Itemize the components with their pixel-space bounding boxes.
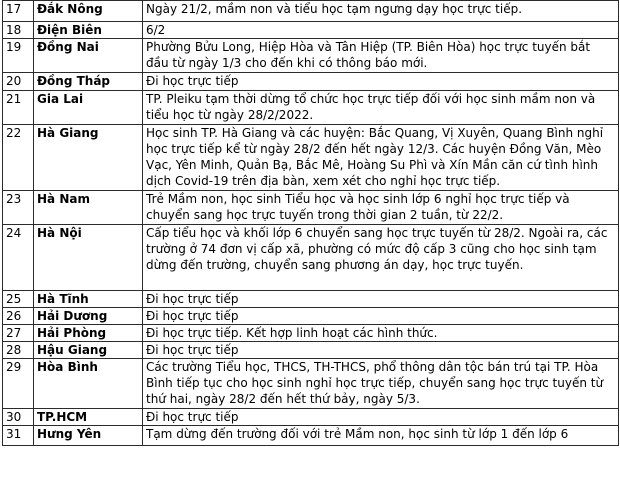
province-name: Đồng Nai bbox=[34, 39, 143, 73]
province-name: Đồng Tháp bbox=[34, 73, 143, 91]
row-number: 18 bbox=[3, 22, 34, 39]
table-row bbox=[3, 125, 619, 191]
schooling-status: Đi học trực tiếp bbox=[143, 291, 619, 308]
schooling-status: 6/2 bbox=[143, 22, 619, 39]
row-number: 29 bbox=[3, 359, 34, 409]
row-number: 20 bbox=[3, 73, 34, 91]
row-number: 19 bbox=[3, 39, 34, 73]
province-name: Hà Nội bbox=[34, 225, 143, 291]
schooling-status: Đi học trực tiếp bbox=[143, 409, 619, 426]
province-name: Đắk Nông bbox=[34, 1, 143, 22]
row-number: 17 bbox=[3, 1, 34, 22]
table-row bbox=[3, 409, 619, 426]
province-name: Hải Dương bbox=[34, 308, 143, 325]
table-row bbox=[3, 73, 619, 91]
schooling-status: Phường Bửu Long, Hiệp Hòa và Tân Hiệp (TP. Biên Hòa) học trực tuyến bắt đầu từ ngày 1/3 cho đến khi có thông báo mới. bbox=[143, 39, 619, 73]
province-name: Hà Giang bbox=[34, 125, 143, 191]
schooling-status: Đi học trực tiếp bbox=[143, 73, 619, 91]
province-name: Hà Tĩnh bbox=[34, 291, 143, 308]
schooling-status: Đi học trực tiếp bbox=[143, 342, 619, 359]
table-row bbox=[3, 225, 619, 291]
table-row bbox=[3, 191, 619, 225]
table-row bbox=[3, 22, 619, 39]
province-name: Hưng Yên bbox=[34, 426, 143, 446]
schooling-status: Trẻ Mầm non, học sinh Tiểu học và học sinh lớp 6 nghỉ học trực tiếp và chuyển sang học trực tuyến trong thời gian 2 tuần, từ 22/2. bbox=[143, 191, 619, 225]
table-row bbox=[3, 359, 619, 409]
row-number: 25 bbox=[3, 291, 34, 308]
row-number: 24 bbox=[3, 225, 34, 291]
table-row bbox=[3, 39, 619, 73]
table-row bbox=[3, 325, 619, 342]
table-row bbox=[3, 291, 619, 308]
province-name: Hải Phòng bbox=[34, 325, 143, 342]
schooling-status: Đi học trực tiếp. Kết hợp linh hoạt các hình thức. bbox=[143, 325, 619, 342]
schooling-status: TP. Pleiku tạm thời dừng tổ chức học trực tiếp đối với học sinh mầm non và tiểu học từ ngày 28/2/2022. bbox=[143, 91, 619, 125]
row-number: 22 bbox=[3, 125, 34, 191]
table-row bbox=[3, 308, 619, 325]
row-number: 21 bbox=[3, 91, 34, 125]
province-name: Hậu Giang bbox=[34, 342, 143, 359]
schooling-status: Các trường Tiểu học, THCS, TH-THCS, phổ thông dân tộc bán trú tại TP. Hòa Bình tiếp tục cho học sinh nghỉ học trực tiếp, chuyển sang học trực tuyến từ thứ hai, ngày 28/2 đến hết thứ bảy, ngày 5/3. bbox=[143, 359, 619, 409]
table-row bbox=[3, 426, 619, 446]
table-row bbox=[3, 342, 619, 359]
table-row bbox=[3, 1, 619, 22]
schooling-status: Tạm dừng đến trường đối với trẻ Mầm non, học sinh từ lớp 1 đến lớp 6 bbox=[143, 426, 619, 446]
schooling-status: Cấp tiểu học và khối lớp 6 chuyển sang học trực tuyến từ 28/2. Ngoài ra, các trường ở 74 đơn vị cấp xã, phường có mức độ cấp 3 cũng cho học sinh tạm dừng đến trường, chuyển sang phương án dạy, học trực tuyến. bbox=[143, 225, 619, 291]
row-number: 30 bbox=[3, 409, 34, 426]
province-name: Gia Lai bbox=[34, 91, 143, 125]
province-name: Điện Biên bbox=[34, 22, 143, 39]
row-number: 31 bbox=[3, 426, 34, 446]
province-name: TP.HCM bbox=[34, 409, 143, 426]
row-number: 27 bbox=[3, 325, 34, 342]
row-number: 26 bbox=[3, 308, 34, 325]
row-number: 28 bbox=[3, 342, 34, 359]
province-schooling-table bbox=[2, 0, 619, 446]
table-row bbox=[3, 91, 619, 125]
province-name: Hòa Bình bbox=[34, 359, 143, 409]
schooling-status: Đi học trực tiếp bbox=[143, 308, 619, 325]
province-name: Hà Nam bbox=[34, 191, 143, 225]
schooling-status: Ngày 21/2, mầm non và tiểu học tạm ngưng dạy học trực tiếp. bbox=[143, 1, 619, 22]
row-number: 23 bbox=[3, 191, 34, 225]
schooling-status: Học sinh TP. Hà Giang và các huyện: Bắc Quang, Vị Xuyên, Quang Bình nghỉ học trực tiếp kể từ ngày 28/2 đến hết ngày 12/3. Các huyện Đồng Văn, Mèo Vạc, Yên Minh, Quản Bạ, Bắc Mê, Hoàng Su Phì và Xín Mần căn cứ tình hình dịch Covid-19 trên địa bàn, xem xét cho nghỉ học trực tiếp. bbox=[143, 125, 619, 191]
